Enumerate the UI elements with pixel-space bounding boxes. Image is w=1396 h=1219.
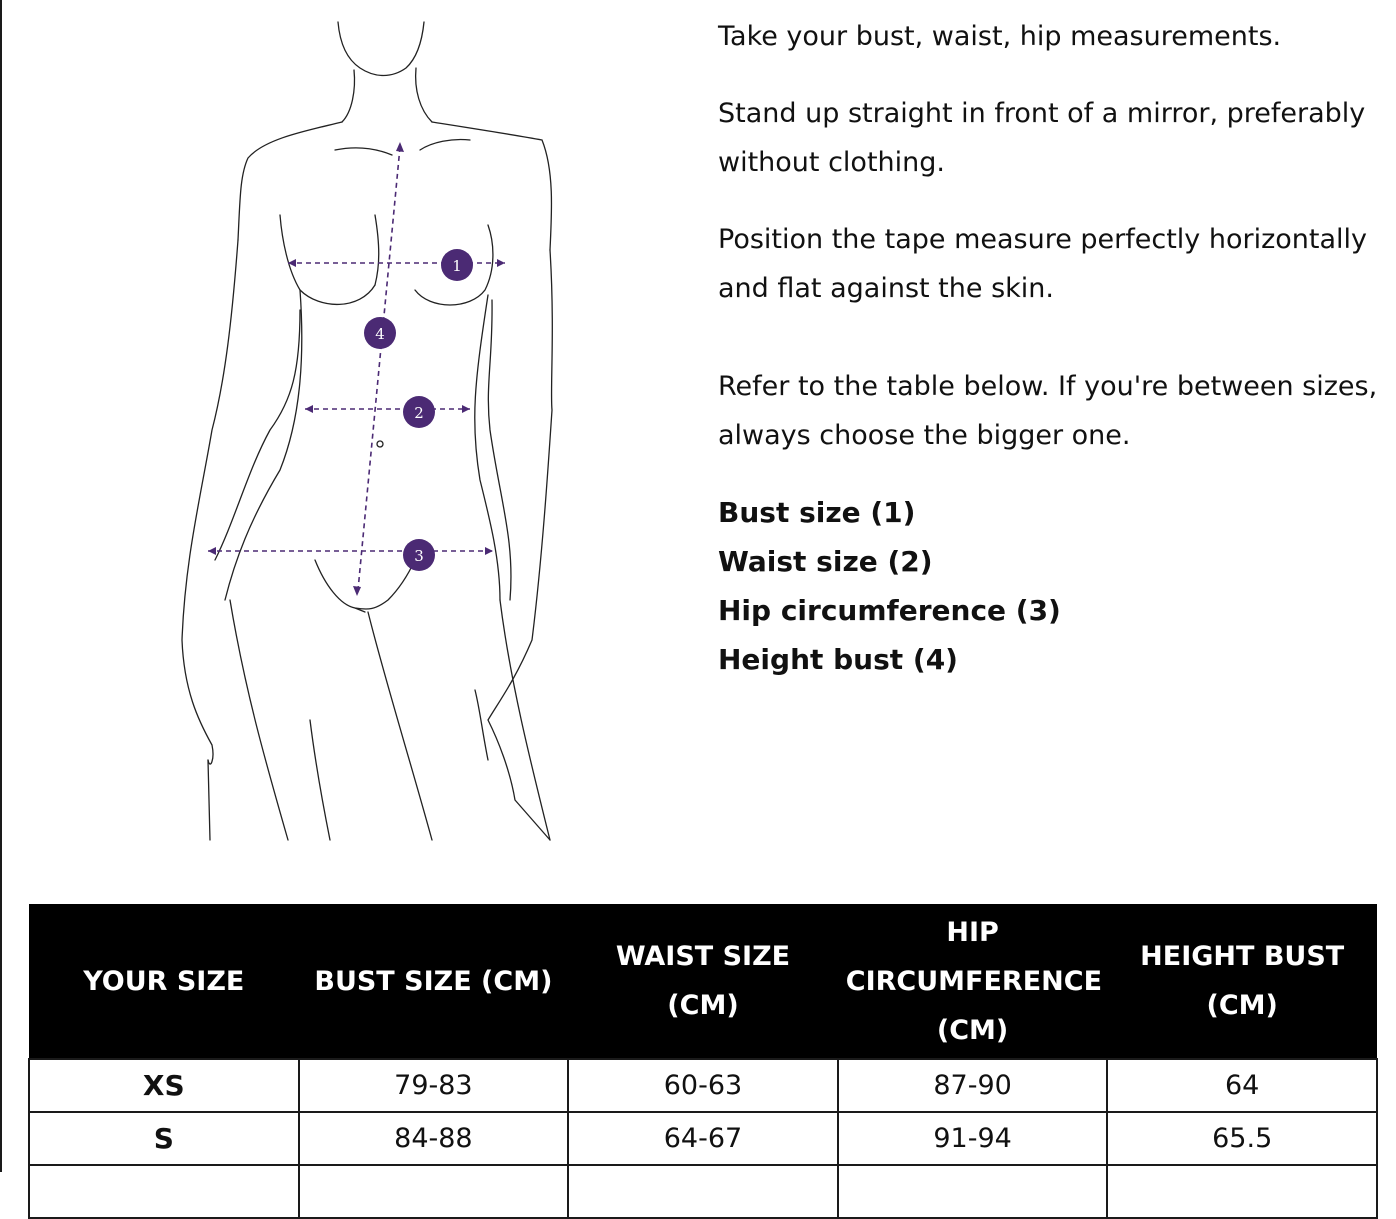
size-chart-header [29,904,1377,1059]
marker-3-label: 3 [414,547,424,565]
instruction-refer-table [718,362,1378,460]
marker-4 [364,317,396,349]
measurement-lines [208,147,505,590]
marker-1-label: 1 [452,257,462,275]
hip-cell [838,1165,1108,1218]
header-waist-size: WAIST SIZE (CM) [568,904,838,1059]
left-border [0,0,2,1172]
size-cell [29,1165,299,1218]
table-row [29,1059,1377,1112]
header-bust-size: BUST SIZE (CM) [299,904,569,1059]
header-your-size: YOUR SIZE [29,904,299,1059]
body-measurement-diagram [170,0,570,845]
legend-waist-size: Waist size (2) [718,545,933,578]
instruction-refer-line2: always choose the bigger one. [718,420,1131,451]
instruction-stand-line2: without clothing. [718,147,945,178]
header-height-line2: (CM) [1206,990,1278,1021]
hip-cell: 87-90 [838,1059,1108,1112]
legend-bust-size: Bust size (1) [718,496,916,529]
table-row [29,1112,1377,1165]
waist-cell [568,1165,838,1218]
measurement-instructions [718,12,1378,684]
marker-1 [441,249,473,281]
legend-hip-circumference: Hip circumference (3) [718,594,1061,627]
marker-2-label: 2 [414,404,424,422]
body-outline-illustration [170,0,570,845]
size-cell: S [29,1112,299,1165]
instruction-stand-straight [718,89,1378,187]
header-height-line1: HEIGHT BUST [1140,941,1345,972]
waist-cell: 64-67 [568,1112,838,1165]
header-hip-circumference [838,904,1108,1059]
height-bust-line [358,147,400,590]
instruction-tape-line2: and flat against the skin. [718,273,1054,304]
header-hip-line3: (CM) [936,1014,1009,1046]
legend-height-bust: Height bust (4) [718,643,958,676]
instruction-refer-line1: Refer to the table below. If you're between sizes, [718,371,1378,402]
measurement-legend [718,488,1378,684]
header-hip-line2: CIRCUMFERENCE [845,965,1103,997]
height-cell [1107,1165,1377,1218]
bust-cell [299,1165,569,1218]
marker-3 [403,539,435,571]
table-row-partial [29,1165,1377,1218]
size-cell: XS [29,1059,299,1112]
instruction-tape-line1: Position the tape measure perfectly horizontally [718,224,1368,255]
header-hip-line1: HIP [946,916,999,948]
instruction-stand-line1: Stand up straight in front of a mirror, preferably [718,98,1366,129]
waist-cell: 60-63 [568,1059,838,1112]
height-cell: 65.5 [1107,1112,1377,1165]
instruction-tape-position [718,215,1378,313]
instruction-take-measurements: Take your bust, waist, hip measurements. [718,21,1282,52]
bust-cell: 79-83 [299,1059,569,1112]
arrowheads [208,142,505,596]
hip-cell: 91-94 [838,1112,1108,1165]
marker-4-label: 4 [375,325,385,343]
size-chart-body [29,1059,1377,1218]
height-cell: 64 [1107,1059,1377,1112]
body-outline [182,22,552,840]
bust-cell: 84-88 [299,1112,569,1165]
marker-2 [403,396,435,428]
header-height-bust [1107,904,1377,1059]
header-row [29,904,1377,1059]
